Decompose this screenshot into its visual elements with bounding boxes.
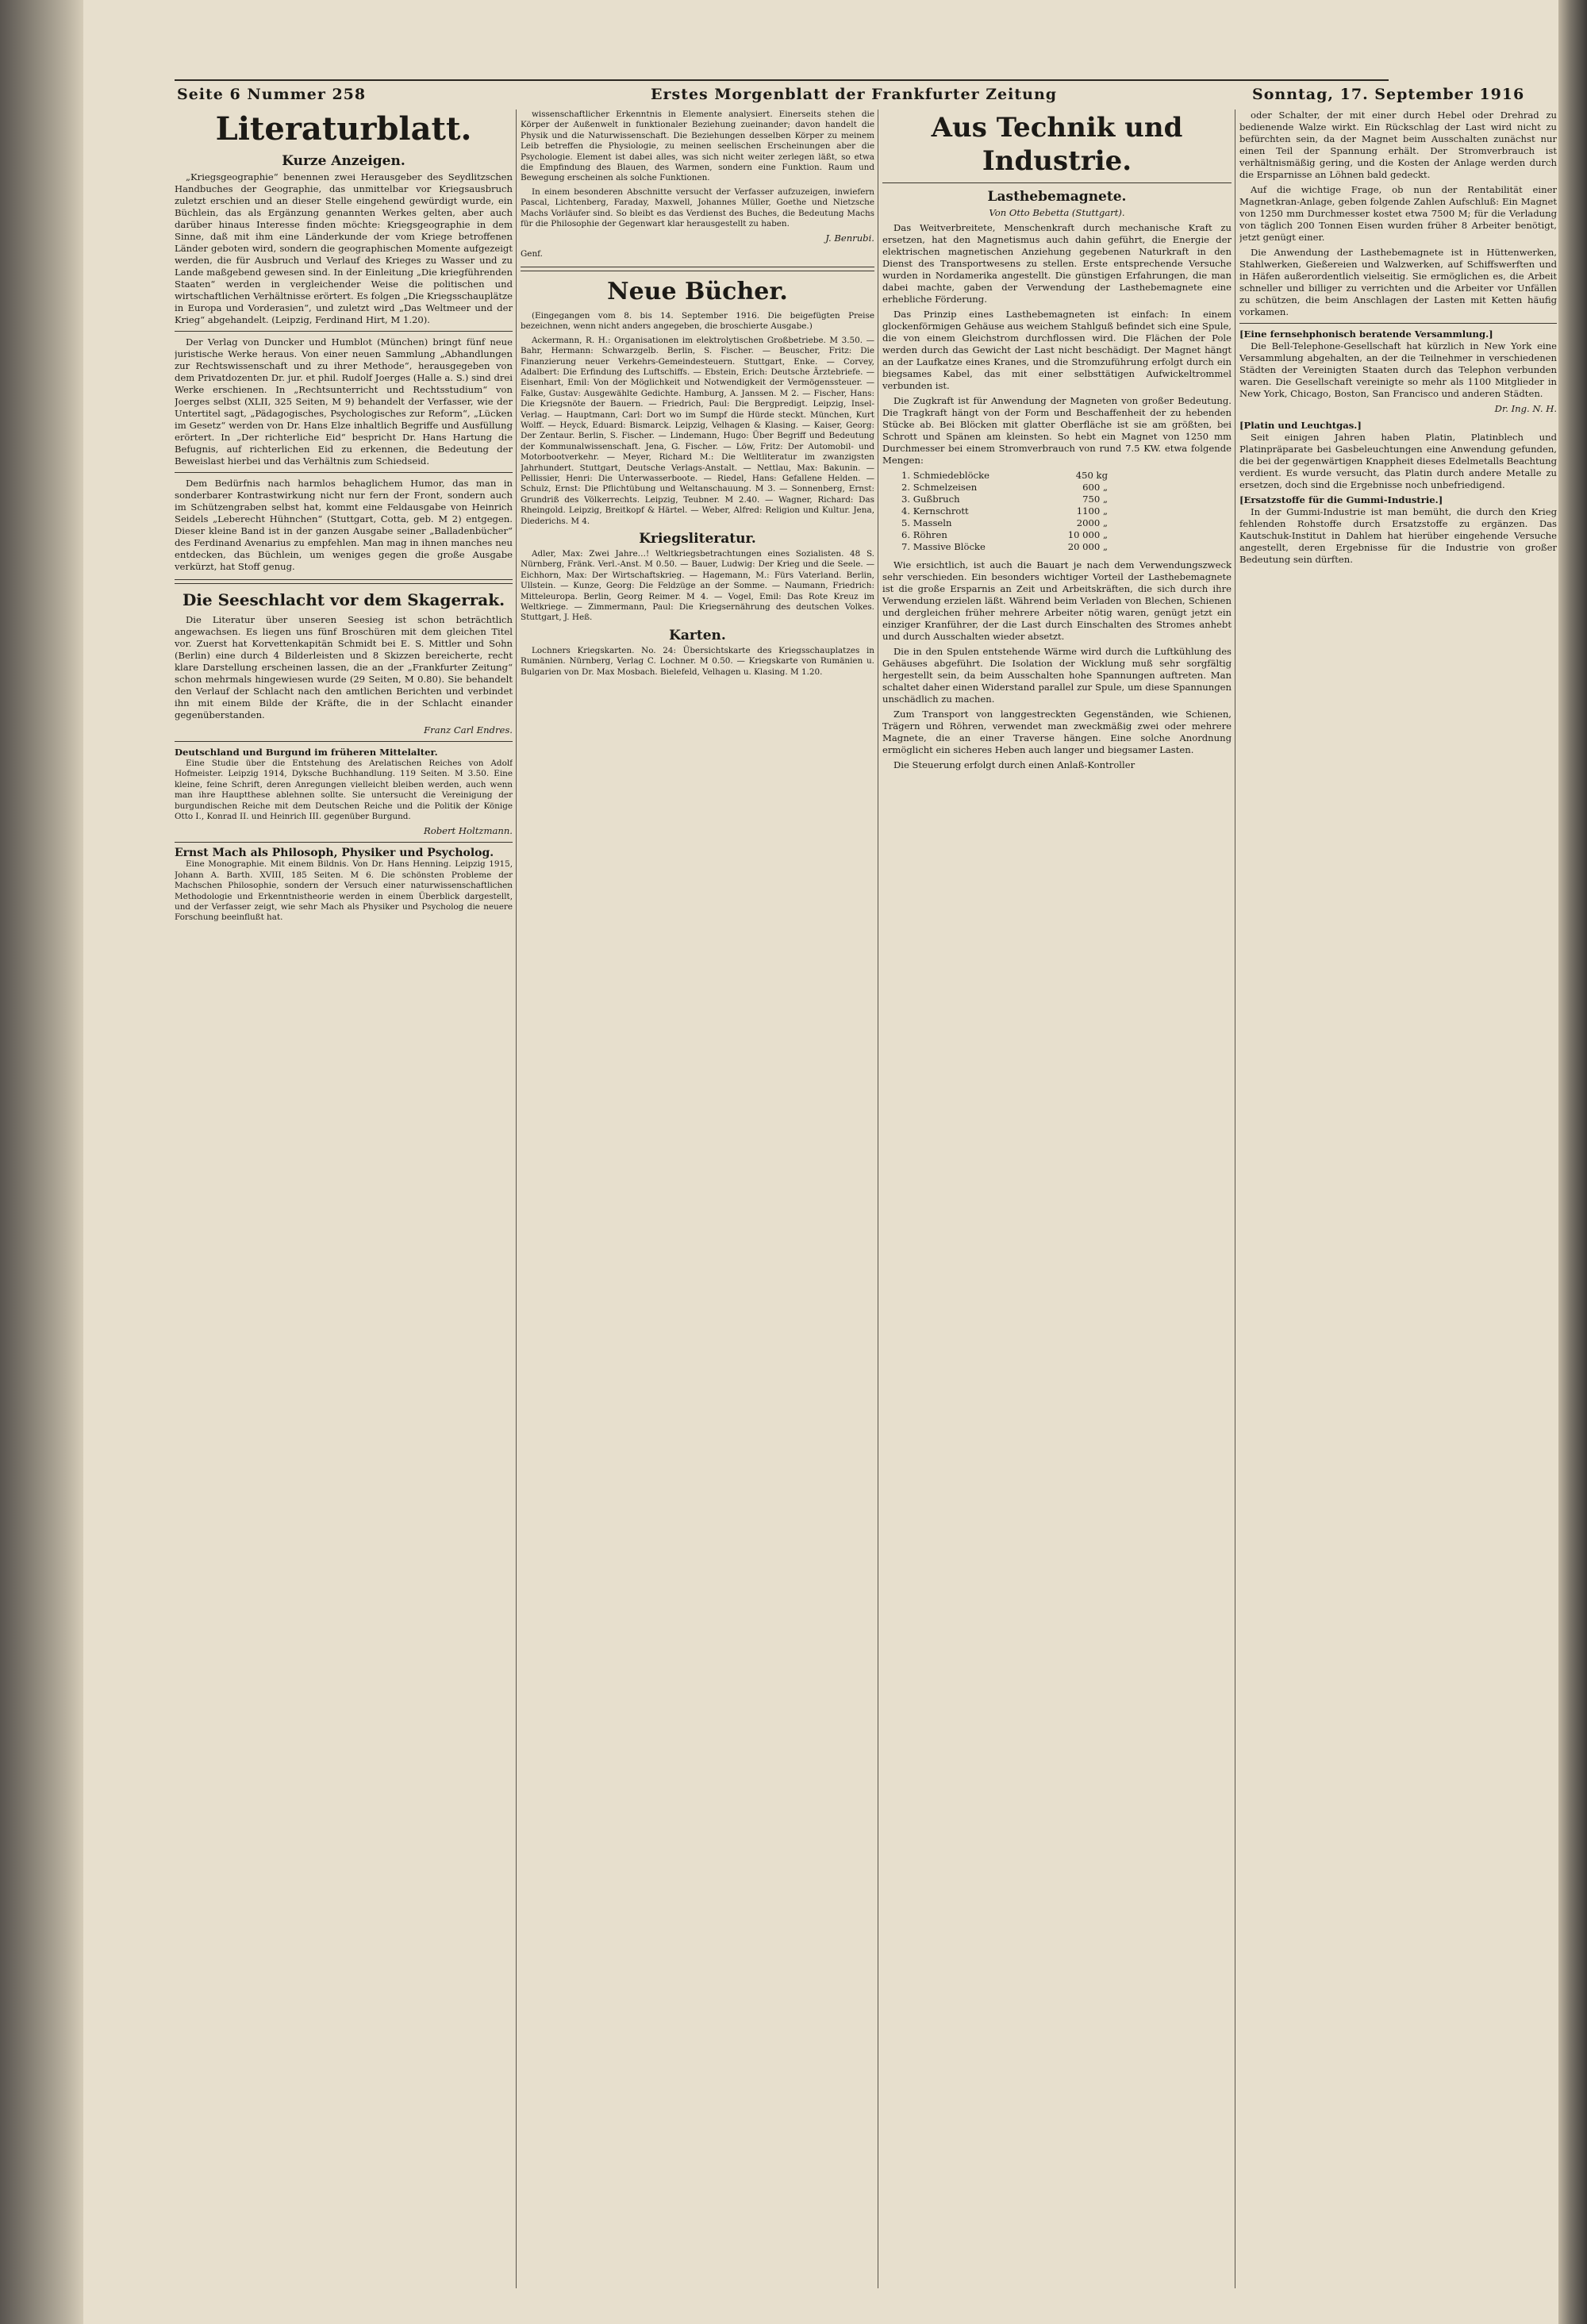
page-number: Seite 6 Nummer 258 <box>177 86 367 103</box>
article-text: Die Zugkraft ist für Anwendung der Magneten von großer Bedeutung. Die Tragkraft hängt von der Form und Beschaffenheit der zu hebenden Stücke ab. Bei Blöcken mit glatter Oberfläche ist sie am größten, bei Schrott und Spänen am kleinsten. So hebt ein Magnet von 1250 mm Durchmesser bei einem Stromverbrauch von rund 7.5 KW. etwa folgende Mengen: <box>882 395 1232 466</box>
signature-place: Genf. <box>521 249 543 259</box>
article-text: Zum Transport von langgestreckten Gegenständen, wie Schienen, Trägern und Röhren, verwendet man zweckmäßig zwei oder mehrere Magnete, die an einer Traverse hängen. Eine solche Anordnung ermöglicht ein sicheres Heben auch langer und biegsamer Lasten. <box>882 709 1232 755</box>
divider <box>882 182 1232 183</box>
scan-edge-right <box>1558 0 1587 2324</box>
capacity-table <box>901 470 1232 553</box>
scan-binding-left <box>0 0 83 2324</box>
column-literature <box>175 109 513 2288</box>
signature: J. Benrubi. <box>825 232 874 244</box>
section-subtitle: Kurze Anzeigen. <box>282 153 405 169</box>
signature: Robert Holtzmann. <box>424 825 513 837</box>
divider <box>521 267 874 271</box>
article-text: oder Schalter, der mit einer durch Hebel oder Drehrad zu bedienende Walze wirkt. Ein Rückschlag der Last wird nicht zu befürchten sein, da der Magnet beim Ausschalten zunächst nur einen Teil der Spannung erhält. Der Stromverbrauch ist verhältnismäßig gering, und die Kosten der Anlage werden durch die Ersparnisse an Löhnen bald gedeckt. <box>1239 109 1557 180</box>
column-technology-continued <box>1239 109 1557 2288</box>
masthead: Erstes Morgenblatt der Frankfurter Zeitung <box>651 86 1058 103</box>
signature: Franz Carl Endres. <box>424 724 513 736</box>
table-row: 2. Schmelzeisen 600 „ <box>901 482 1108 493</box>
book-list: Adler, Max: Zwei Jahre…! Weltkriegsbetrachtungen eines Sozialisten. 48 S. Nürnberg, Fränk. Verl.-Anst. M 0.50. — Bauer, Ludwig: Der Krieg und die Seele. — Eichhorn, Max: Der Wirtschaftskrieg. — Hagemann, M.: Fürs Vaterland. Berlin, Ullstein. — Kunze, Georg: Die Feldzüge an der Somme. — Naumann, Friedrich: Mitteleuropa. Berlin, Georg Reimer. M 4. — Vogel, Emil: Das Rote Kreuz im Weltkriege. — Zimmermann, Paul: Die Kriegsernährung des deutschen Volkes. Stuttgart, J. Heß. <box>521 549 874 623</box>
divider <box>175 472 513 473</box>
article-text: Eine Monographie. Mit einem Bildnis. Von Dr. Hans Henning. Leipzig 1915, Johann A. Barth. XVIII, 185 Seiten. M 6. Die schönsten Probleme der Machschen Philosophie, sondern der Versuch einer naturwissenschaftlichen Methodologie und Erkenntnistheorie werden in einem Überblick dargestellt, und der Verfasser zeigt, wie sehr Mach als Physiker und Psycholog die neuere Forschung beeinflußt hat. <box>175 859 513 923</box>
article-title: Deutschland und Burgund im früheren Mittelalter. <box>175 747 438 758</box>
article-text: Das Prinzip eines Lasthebemagneten ist einfach: In einem glockenförmigen Gehäuse aus weichem Stahlguß befindet sich eine Spule, die von einem Gleichstrom durchflossen wird. Die Flächen der Pole werden durch das Gewicht der Last nicht beschädigt. Der Magnet hängt an der Laufkatze eines Kranes, und die Stromzuführung erfolgt durch ein biegsames Kabel, das mit einer selbsttätigen Aufwickeltrommel verbunden ist. <box>882 309 1232 391</box>
header-rule <box>175 79 1389 81</box>
article-text: Dem Bedürfnis nach harmlos behaglichem Humor, das man in sonderbarer Kontrastwirkung nicht nur fern der Front, sondern auch im Schützengraben selbst hat, kommt eine Feldausgabe von Heinrich Seidels „Leberecht Hühnchen“ (Stuttgart, Cotta, geb. M 2) entgegen. Dieser kleine Band ist in der ganzen Ausgabe seiner „Balladenbücher“ des Ferdinand Avenarius zu empfehlen. Man mag in ihnen manches neu entdecken, das Büchlein, um weniges gegen die große Ausgabe verkürzt, hat Stoff genug. <box>175 478 513 572</box>
article-text: Wie ersichtlich, ist auch die Bauart je nach dem Verwendungszweck sehr verschieden. Ein besonders wichtiger Vorteil der Lasthebemagnete ist die große Ersparnis an Zeit und Arbeitskräften, die sich durch ihre Verwendung erzielen läßt. Während beim Verladen von Blechen, Schienen und dergleichen früher mehrere Arbeiter nötig waren, genügt jetzt ein einziger Kranführer, der die Last durch Einschalten des Stromes anhebt und durch Ausschalten wieder absetzt. <box>882 559 1232 642</box>
article-text: In der Gummi-Industrie ist man bemüht, die durch den Krieg fehlenden Rohstoffe durch Ersatzstoffe zu ergänzen. Das Kautschuk-Institut in Dahlem hat hierüber eingehende Versuche angestellt, deren Ergebnisse für die Industrie von großer Bedeutung sein dürften. <box>1239 506 1557 565</box>
divider <box>175 741 513 742</box>
article-text: „Kriegsgeographie“ benennen zwei Herausgeber des Seydlitzschen Handbuches der Geographie, das unmittelbar vor Kriegsausbruch zuletzt erschien und an dieser Stelle eingehend gewürdigt wurde, ein Büchlein, das als Ergänzung genannten Werkes gelten, aber auch darüber hinaus Interesse finden möchte: Kriegsgeographie in dem Sinne, daß mit ihm eine Länderkunde der vom Kriege betroffenen Länder geboten wird, sondern die geographischen Momente aufgezeigt werden, die für Ausbruch und Verlauf des Krieges zu Wasser und zu Lande maßgebend gewesen sind. In der Einleitung „Die kriegführenden Staaten“ werden in vergleichender Weise die politischen und wirtschaftlichen Verhältnisse erörtert. Es folgen „Die Kriegsschauplätze in Europa und Vorderasien“, und zuletzt wird „Das Weltmeer und der Krieg“ abgehandelt. (Leipzig, Ferdinand Hirt, M 1.20). <box>175 171 513 325</box>
divider <box>175 842 513 843</box>
article-text: Eine Studie über die Entstehung des Arelatischen Reiches von Adolf Hofmeister. Leipzig 1914, Dyksche Buchhandlung. 119 Seiten. M 3.50. Eine kleine, feine Schrift, deren Anregungen vielleicht bleiben werden, auch wenn man ihre Hauptthese ablehnen sollte. Sie untersucht die Vereinigung der burgundischen Reiche mit dem Deutschen Reiche und die Politik der Könige Otto I., Konrad II. und Heinrich III. gegenüber Burgund. <box>175 759 513 822</box>
issue-date: Sonntag, 17. September 1916 <box>1252 86 1525 103</box>
column-books <box>521 109 874 2288</box>
divider <box>175 579 513 584</box>
article-title: Die Seeschlacht vor dem Skagerrak. <box>182 590 505 609</box>
article-text: Auf die wichtige Frage, ob nun der Rentabilität einer Magnetkran-Anlage, geben folgende Zahlen Aufschluß: Ein Magnet von 1250 mm Durchmesser kostet etwa 7500 M; für die Verladung von täglich 200 Tonnen Eisen wurden früher 8 Arbeiter benötigt, jetzt genügt einer. <box>1239 184 1557 243</box>
divider <box>175 331 513 332</box>
article-text: Die Literatur über unseren Seesieg ist schon beträchtlich angewachsen. Es liegen uns fünf Broschüren mit dem gleichen Titel vor. Zuerst hat Korvettenkapitän Schmidt bei E. S. Mittler und Sohn (Berlin) eine durch 4 Bilderleisten und 8 Skizzen bereicherte, recht klare Darstellung erscheinen lassen, die an der „Frankfurter Zeitung“ schon mehrmals hingewiesen wurde (29 Seiten, M 0.80). Sie behandelt den Verlauf der Schlacht nach den amtlichen Berichten und verbindet ihn mit einem Bilde der Kräfte, die in der Schlacht einander gegenüberstanden. <box>175 614 513 720</box>
book-list: Lochners Kriegskarten. No. 24: Übersichtskarte des Kriegsschauplatzes in Rumänien. Nürnberg, Verlag C. Lochner. M 0.50. — Kriegskarte von Rumänien u. Bulgarien von Dr. Max Mosbach. Bielefeld, Velhagen u. Klasing. M 1.20. <box>521 645 874 677</box>
book-list: Ackermann, R. H.: Organisationen im elektrolytischen Großbetriebe. M 3.50. — Bahr, Hermann: Schwarzgelb. Berlin, S. Fischer. — Beuscher, Fritz: Die Finanzierung neuer Verkehrs-Gemeindesteuern. Stuttgart, Enke. — Corvey, Adalbert: Die Erfindung des Luftschiffs. — Ebstein, Erich: Deutsche Ärztebriefe. — Eisenhart, Emil: Von der Möglichkeit und Notwendigkeit der Vermögenssteuer. — Falke, Gustav: Ausgewählte Gedichte. Hamburg, A. Janssen. M 2. — Fischer, Hans: Die Kriegsnöte der Bauern. — Friedrich, Paul: Die Bergpredigt. Leipzig, Insel-Verlag. — Hauptmann, Carl: Dort wo im Sumpf die Hürde steckt. München, Kurt Wolff. — Heyck, Eduard: Bismarck. Leipzig, Velhagen & Klasing. — Kaiser, Georg: Der Zentaur. Berlin, S. Fischer. — Lindemann, Hugo: Über Begriff und Bedeutung der Kommunalwissenschaft. Jena, G. Fischer. — Löw, Fritz: Der Automobil- und Motorbootverkehr. — Meyer, Richard M.: Die Weltliteratur im zwanzigsten Jahrhundert. Stuttgart, Deutsche Verlags-Anstalt. — Nettlau, Max: Bakunin. — Pellissier, Henri: Die Unterwasserboote. — Riedel, Hans: Gefallene Helden. — Schulz, Ernst: Die Pflichtübung und Weltanschauung. M 3. — Sonnenberg, Ernst: Grundriß des Völkerrechts. Leipzig, Teubner. M 2.40. — Wagner, Richard: Das Rheingold. Leipzig, Breitkopf & Härtel. — Weber, Alfred: Religion und Kultur. Jena, Diederichs. M 4. <box>521 335 874 526</box>
column-rule <box>516 109 517 2288</box>
section-title: Literaturblatt. <box>215 110 472 148</box>
table-row: 4. Kernschrott 1100 „ <box>901 505 1108 517</box>
article-text: Seit einigen Jahren haben Platin, Platinblech und Platinpräparate bei Gasbeleuchtungen eine Anwendung gefunden, die bei der gegenwärtigen Knappheit dieses Edelmetalls Beachtung verdient. Es wurde versucht, das Platin durch andere Metalle zu ersetzen, doch sind die Ergebnisse noch unbefriedigend. <box>1239 432 1557 490</box>
section-title: Neue Bücher. <box>607 277 788 305</box>
article-text-end: Die Steuerung erfolgt durch einen Anlaß-Kontroller <box>893 759 1135 770</box>
signature: Dr. Ing. N. H. <box>1494 403 1557 414</box>
section-subtitle: Karten. <box>669 627 726 643</box>
article-title: [Ersatzstoffe für die Gummi-Industrie.] <box>1239 494 1443 505</box>
section-title: Aus Technik und Industrie. <box>931 112 1183 177</box>
table-row: 1. Schmiedeblöcke 450 kg <box>901 470 1108 481</box>
table-row: 7. Massive Blöcke 20 000 „ <box>901 541 1108 552</box>
article-title: [Eine fernsehphonisch beratende Versammlung.] <box>1239 328 1493 340</box>
article-text: wissenschaftlicher Erkenntnis in Elemente analysiert. Einerseits stehen die Körper der Außenwelt in funktionaler Beziehung zueinander; davon handelt die Physik und die Naturwissenschaft. Die Beziehungen desselben Körper zu meinem Leib betreffen die Physiologie, zu meinen seelischen Erscheinungen aber die Psychologie. Element ist dabei alles, was sich nicht weiter zerlegen läßt, so etwa die Empfindung des Blauen, des Warmen, sondern eine Funktion. Raum und Bewegung erscheinen als solche Funktionen. <box>521 109 874 183</box>
article-title: Ernst Mach als Philosoph, Physiker und Psycholog. <box>175 847 494 860</box>
article-text: Die Bell-Telephone-Gesellschaft hat kürzlich in New York eine Versammlung abgehalten, an der die Teilnehmer in verschiedenen Städten der Vereinigten Staaten durch das Telephon verbunden waren. Die Gesellschaft vereinigte so mehr als 1100 Mitglieder in New York, Chicago, Boston, San Francisco und anderen Städten. <box>1239 340 1557 399</box>
divider <box>1239 323 1557 324</box>
article-text: Das Weitverbreitete, Menschenkraft durch mechanische Kraft zu ersetzen, hat den Magnetismus auch dahin geführt, die Energie der elektrischen magnetischen Anziehung gegebenen Naturkraft in den Dienst des Transportwesens zu stellen. Erste entsprechende Versuche wurden in Nordamerika angestellt. Die günstigen Erfahrungen, die man dabei machte, gaben der Verwendung der Lasthebemagnete eine erhebliche Förderung. <box>882 222 1232 305</box>
article-author: Von Otto Bebetta (Stuttgart). <box>989 207 1125 218</box>
article-text: Die in den Spulen entstehende Wärme wird durch die Luftkühlung des Gehäuses abgeführt. Die Isolation der Wicklung muß sehr sorgfältig hergestellt sein, da beim Ausschalten hohe Spannungen auftreten. Man schaltet daher einen Widerstand parallel zur Spule, um diese Spannungen unschädlich zu machen. <box>882 646 1232 705</box>
intro-text: (Eingegangen vom 8. bis 14. September 1916. Die beigefügten Preise bezeichnen, wenn nicht anders angegeben, die broschierte Ausgabe.) <box>521 310 874 332</box>
article-text: In einem besonderen Abschnitte versucht der Verfasser aufzuzeigen, inwiefern Pascal, Lichtenberg, Faraday, Maxwell, Johannes Müller, Goethe und Nietzsche Machs Vorläufer sind. So bleibt es das Verdienst des Buches, die Bedeutung Machs für die Philosophie der Gegenwart klar herausgestellt zu haben. <box>521 186 874 229</box>
article-text: Der Verlag von Duncker und Humblot (München) bringt fünf neue juristische Werke heraus. Von einer neuen Sammlung „Abhandlungen zur Rechtswissenschaft und zu ihrer Methode“, herausgegeben von dem Privatdozenten Dr. jur. et phil. Rudolf Joerges (Halle a. S.) sind drei Werke erschienen. In „Rechtsunterricht und Rechtsstudium“ von Joerges selbst (XLII, 325 Seiten, M 9) behandelt der Verfasser, wie der Untertitel sagt, „Pädagogisches, Psychologisches zur Reform“, „Lücken im Gesetz“ werden von Dr. Hans Elze inhaltlich Begriffe und Ausfüllung erörtert. In „Der richterliche Eid“ bespricht Dr. Hans Hartung die Befugnis, auf richterlichen Eid zu erkennen, die Bedeutung der Beweislast hierbei und das Verhältnis zum Schiedseid. <box>175 336 513 467</box>
article-title: Lasthebemagnete. <box>987 189 1127 205</box>
article-title: [Platin und Leuchtgas.] <box>1239 420 1362 431</box>
column-technology <box>882 109 1232 2288</box>
section-subtitle: Kriegsliteratur. <box>639 531 756 547</box>
article-text: Die Anwendung der Lasthebemagnete ist in Hüttenwerken, Stahlwerken, Gießereien und Walzwerken, auf Schiffswerften und in Häfen außerordentlich vielseitig. Sie ermöglichen es, die Arbeit schneller und billiger zu verrichten und die Arbeiter vor Unfällen zu schützen, die beim Anschlagen der Lasten mit Ketten häufig vorkamen. <box>1239 247 1557 317</box>
table-row: 6. Röhren 10 000 „ <box>901 529 1108 540</box>
table-row: 3. Gußbruch 750 „ <box>901 494 1108 505</box>
table-row: 5. Masseln 2000 „ <box>901 517 1108 528</box>
